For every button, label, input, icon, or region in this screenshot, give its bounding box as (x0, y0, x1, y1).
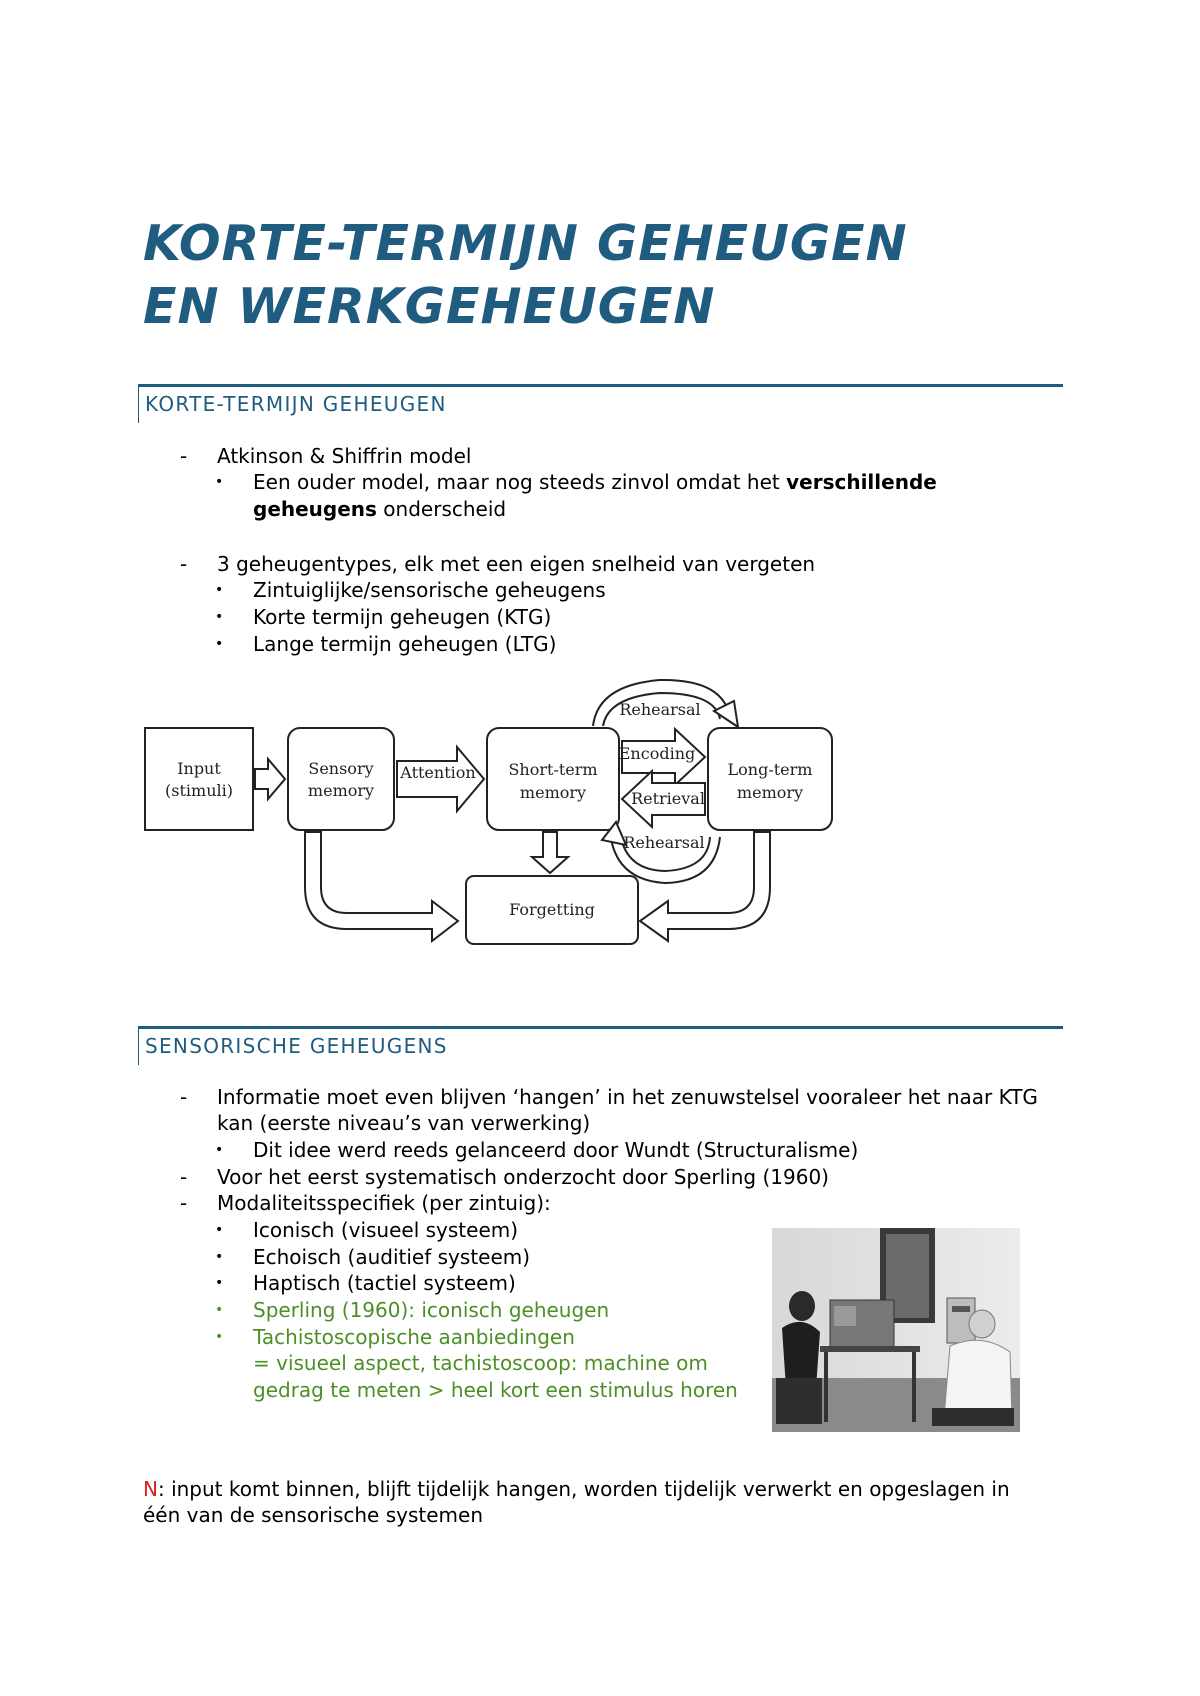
title-line-2: EN WERKGEHEUGEN (143, 278, 716, 335)
bullet-icon: • (215, 1302, 224, 1318)
bullet-icon: • (215, 1329, 224, 1345)
dash-bullet: - (180, 444, 188, 468)
list-item-geheugentypes: 3 geheugentypes, elk met een eigen snelheid van vergeten (217, 552, 816, 576)
bullet-icon: • (215, 636, 224, 652)
diagram-label-encoding: Encoding (618, 744, 696, 763)
list-subitem-ouder-model-cont: geheugens onderscheid (253, 497, 507, 521)
short-term-memory-box (487, 728, 619, 830)
bullet-icon: • (215, 1142, 224, 1158)
section-heading-sensorische: SENSORISCHE GEHEUGENS (138, 1026, 1063, 1065)
list-subitem: Haptisch (tactiel systeem) (253, 1271, 516, 1295)
dash-bullet: - (180, 552, 188, 576)
dash-bullet: - (180, 1191, 188, 1215)
list-subitem: Echoisch (auditief systeem) (253, 1245, 531, 1269)
diagram-label-rehearsal-top: Rehearsal (619, 700, 701, 719)
list-subitem: Lange termijn geheugen (LTG) (253, 632, 557, 656)
list-subitem-wundt: Dit idee werd reeds gelanceerd door Wundt (Structuralisme) (253, 1138, 859, 1162)
list-item-modaliteit: Modaliteitsspecifiek (per zintuig): (217, 1191, 551, 1215)
diagram-label-short-term: Short-term (508, 760, 598, 779)
title-line-1: KORTE-TERMIJN GEHEUGEN (143, 215, 908, 272)
note-line-2: één van de sensorische systemen (143, 1503, 483, 1527)
bullet-icon: • (215, 1222, 224, 1238)
list-subitem: Korte termijn geheugen (KTG) (253, 605, 552, 629)
diagram-label-stimuli: (stimuli) (165, 781, 233, 800)
tachistoscope-photo (772, 1228, 1020, 1432)
dash-bullet: - (180, 1165, 188, 1189)
list-subitem-green: Sperling (1960): iconisch geheugen (253, 1298, 610, 1322)
arrow-icon (714, 701, 738, 727)
diagram-label-forgetting: Forgetting (509, 900, 595, 919)
sensory-forgetting-arrow (305, 832, 458, 941)
section-heading-korte-termijn: KORTE-TERMIJN GEHEUGEN (138, 384, 1063, 423)
diagram-label-long-term: Long-term (727, 760, 813, 779)
memory-model-diagram (140, 675, 840, 950)
note-line-1: N: input komt binnen, blijft tijdelijk hangen, worden tijdelijk verwerkt en opgeslagen in (143, 1477, 1010, 1501)
stm-forgetting-arrow (532, 832, 568, 873)
diagram-label-sensory-memory: memory (307, 781, 375, 800)
list-item-sperling: Voor het eerst systematisch onderzocht door Sperling (1960) (217, 1165, 829, 1189)
bullet-icon: • (215, 1275, 224, 1291)
diagram-label-input: Input (177, 759, 221, 778)
input-box (145, 728, 253, 830)
list-subitem: Iconisch (visueel systeem) (253, 1218, 519, 1242)
bullet-icon: • (215, 474, 224, 490)
list-item-informatie: Informatie moet even blijven ‘hangen’ in het zenuwstelsel vooraleer het naar KTG (217, 1085, 1038, 1109)
diagram-label-stm-memory: memory (519, 783, 587, 802)
list-subitem: Zintuiglijke/sensorische geheugens (253, 578, 606, 602)
diagram-label-rehearsal-bottom: Rehearsal (623, 833, 705, 852)
diagram-label-attention: Attention (400, 763, 476, 782)
dash-bullet: - (180, 1085, 188, 1109)
list-item-informatie-cont: kan (eerste niveau’s van verwerking) (217, 1111, 591, 1135)
sensory-memory-box (288, 728, 394, 830)
long-term-memory-box (708, 728, 832, 830)
list-subitem-green-cont: = visueel aspect, tachistoscoop: machine om (253, 1351, 708, 1375)
diagram-label-retrieval: Retrieval (631, 789, 705, 808)
arrow-icon (255, 759, 285, 799)
bullet-icon: • (215, 609, 224, 625)
note-prefix: N (143, 1477, 158, 1501)
list-subitem-green: Tachistoscopische aanbiedingen (253, 1325, 575, 1349)
diagram-label-ltm-memory: memory (736, 783, 804, 802)
list-subitem-ouder-model: Een ouder model, maar nog steeds zinvol omdat het verschillende (253, 470, 937, 494)
list-item-atkinson: Atkinson & Shiffrin model (217, 444, 472, 468)
bullet-icon: • (215, 1249, 224, 1265)
list-subitem-green-cont: gedrag te meten > heel kort een stimulus horen (253, 1378, 738, 1402)
page-title (143, 212, 908, 338)
diagram-label-sensory: Sensory (308, 759, 374, 778)
bullet-icon: • (215, 582, 224, 598)
